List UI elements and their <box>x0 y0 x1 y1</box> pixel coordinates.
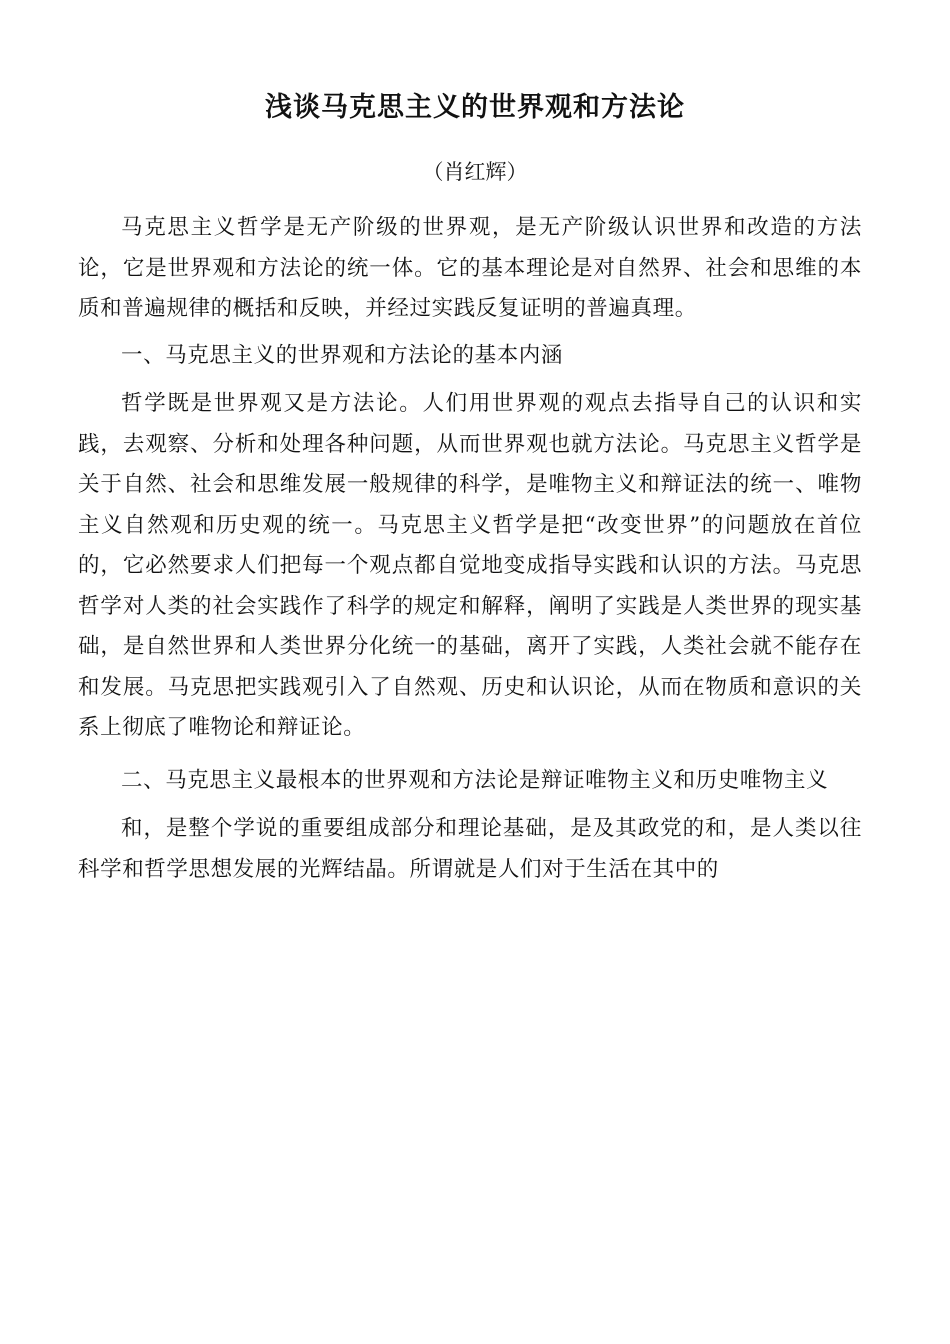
section-heading-2: 二、马克思主义最根本的世界观和方法论是辩证唯物主义和历史唯物主义 <box>121 767 829 793</box>
document-body <box>78 208 862 892</box>
paragraph-section-2: 和，是整个学说的重要组成部分和理论基础，是及其政党的和，是人类以往科学和哲学思想发展的光辉结晶。所谓就是人们对于生活在其中的 <box>78 816 862 882</box>
document-title: 浅谈马克思主义的世界观和方法论 <box>265 92 685 123</box>
paragraph-section-1: 哲学既是世界观又是方法论。人们用世界观的观点去指导自己的认识和实践，去观察、分析和处理各种问题，从而世界观也就方法论。马克思主义哲学是关于自然、社会和思维发展一般规律的科学，是唯物主义和辩证法的统一、唯物主义自然观和历史观的统一。马克思主义哲学是把“改变世界”的问题放在首位的，它必然要求人们把每一个观点都自觉地变成指导实践和认识的方法。马克思哲学对人类的社会实践作了科学的规定和解释，阐明了实践是人类世界的现实基础，是自然世界和人类世界分化统一的基础，离开了实践，人类社会就不能存在和发展。马克思把实践观引入了自然观、历史和认识论，从而在物质和意识的关系上彻底了唯物论和辩证论。 <box>78 391 862 740</box>
section-heading-1: 一、马克思主义的世界观和方法论的基本内涵 <box>121 342 564 368</box>
document-author: （肖红辉） <box>422 160 528 184</box>
paragraph-intro: 马克思主义哲学是无产阶级的世界观，是无产阶级认识世界和改造的方法论，它是世界观和方法论的统一体。它的基本理论是对自然界、社会和思维的本质和普遍规律的概括和反映，并经过实践反复证明的普遍真理。 <box>78 215 862 321</box>
